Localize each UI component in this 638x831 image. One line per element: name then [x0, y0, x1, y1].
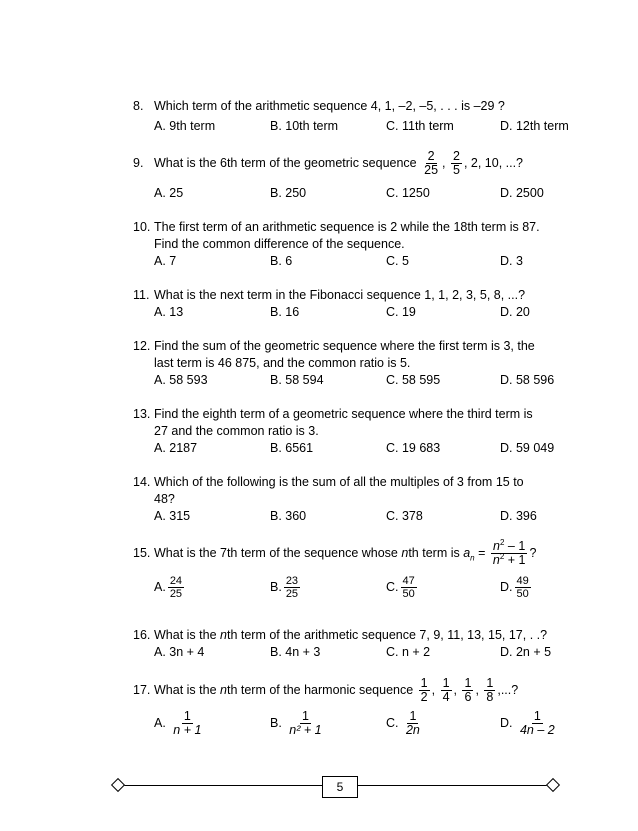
diamond-left-icon — [111, 778, 125, 792]
choice-b: B. 4n + 3 — [270, 645, 321, 659]
question-text: What is the nth term of the harmonic sequence $\frac{1}{2}$ , $\frac{1}{4}$ , $\frac{1}{6}$ , $\frac{1}{8}$ ,...? — [154, 676, 519, 704]
choice-b: B. $\frac{23}{25}$ — [270, 575, 299, 600]
fraction: $\frac{1}{2}$ — [420, 676, 428, 704]
choice-b: B. 58 594 — [270, 373, 324, 387]
choice-d: D. 2500 — [500, 186, 544, 200]
choices — [154, 118, 573, 135]
question-text: Which of the following is the sum of all the multiples of 3 from 15 to 48? — [154, 475, 524, 506]
formula-an: $a_n$ = $\frac{n^2 - 1}{n^2 + 1}$ ? — [463, 537, 537, 567]
choice-b: B. 6561 — [270, 441, 314, 455]
choices — [154, 575, 573, 603]
fraction: $\frac{2}{5}$ — [452, 149, 460, 177]
question-8 — [133, 98, 573, 135]
question-text: Find the eighth term of a geometric sequence where the third term is 27 and the common ratio is 3. — [154, 407, 533, 438]
diamond-right-icon — [546, 778, 560, 792]
choice-b: B. 16 — [270, 305, 300, 319]
choice-b: B. 6 — [270, 254, 293, 268]
question-number: 8. — [133, 99, 144, 113]
choice-c: C. 5 — [386, 254, 409, 268]
choice-c: C. 58 595 — [386, 373, 441, 387]
choice-a: A. 13 — [154, 305, 184, 319]
fraction: $\frac{1}{4}$ — [442, 676, 450, 704]
choice-d: D. 59 049 — [500, 441, 555, 455]
question-15 — [133, 537, 573, 603]
choices — [154, 508, 573, 525]
choices — [154, 253, 573, 270]
question-number: 13. — [133, 407, 151, 421]
choice-a: A. 315 — [154, 509, 191, 523]
choice-a: A. 7 — [154, 254, 177, 268]
choices — [154, 372, 573, 389]
question-number: 14. — [133, 475, 151, 489]
page-number: 5 — [322, 776, 358, 798]
choice-d: D. $\frac{49}{50}$ — [500, 575, 529, 600]
question-16 — [133, 627, 573, 661]
question-11 — [133, 287, 573, 321]
fraction: $\frac{2}{25}$ — [424, 149, 439, 177]
choice-a: A. 9th term — [154, 119, 216, 133]
choices — [154, 710, 573, 740]
choice-a: A. 25 — [154, 186, 184, 200]
question-text: Which term of the arithmetic sequence 4, 1, –2, –5, . . . is –29 ? — [154, 99, 505, 113]
fraction: $\frac{1}{8}$ — [486, 676, 494, 704]
question-text: What is the next term in the Fibonacci sequence 1, 1, 2, 3, 5, 8, ...? — [154, 288, 526, 302]
question-10 — [133, 219, 573, 270]
choice-c: C. 11th term — [386, 119, 454, 133]
question-14 — [133, 474, 573, 525]
choice-d: D. 3 — [500, 254, 523, 268]
choice-d: D. 396 — [500, 509, 537, 523]
fraction: $\frac{n^2 - 1}{n^2 + 1}$ — [492, 537, 526, 567]
question-number: 9. — [133, 156, 144, 170]
choice-c: C. n + 2 — [386, 645, 431, 659]
choice-d: D. 12th term — [500, 119, 569, 133]
choice-d: D. 20 — [500, 305, 530, 319]
question-12 — [133, 338, 573, 389]
question-text: What is the 7th term of the sequence whose nth term is $a_n$ = $\frac{n^2 - 1}{n^2 + 1}$ ? — [154, 537, 537, 567]
choice-c: C. 378 — [386, 509, 423, 523]
choice-b: B. $\frac{1}{\text{n² + 1}}$ — [270, 709, 322, 737]
choice-c: C. $\frac{47}{50}$ — [386, 575, 415, 600]
choice-d: D. 58 596 — [500, 373, 555, 387]
question-text: What is the nth term of the arithmetic sequence 7, 9, 11, 13, 15, 17, . .? — [154, 628, 548, 642]
choices — [154, 644, 573, 661]
question-9 — [133, 150, 573, 202]
choice-b: B. 360 — [270, 509, 307, 523]
choice-c: C. $\frac{1}{2n}$ — [386, 709, 420, 737]
choice-d: D. 2n + 5 — [500, 645, 552, 659]
choices — [154, 440, 573, 457]
question-number: 11. — [133, 288, 150, 302]
question-13 — [133, 406, 573, 457]
question-number: 17. — [133, 683, 151, 697]
choices — [154, 304, 573, 321]
choice-a: A. $\frac{1}{n + 1}$ — [154, 709, 202, 737]
question-text: What is the 6th term of the geometric sequence $\frac{2}{25}$ , $\frac{2}{5}$ , 2, 10, ...? — [154, 149, 524, 177]
choice-c: C. 19 683 — [386, 441, 441, 455]
choice-a: A. $\frac{24}{25}$ — [154, 575, 183, 600]
question-number: 15. — [133, 546, 151, 560]
choice-a: A. 3n + 4 — [154, 645, 205, 659]
question-17 — [133, 677, 573, 740]
question-number: 16. — [133, 628, 151, 642]
choice-b: B. 10th term — [270, 119, 339, 133]
question-number: 12. — [133, 339, 151, 353]
question-text: The first term of an arithmetic sequence is 2 while the 18th term is 87. Find the common difference of the sequence. — [154, 220, 540, 251]
question-text: Find the sum of the geometric sequence where the first term is 3, the last term is 46 875, and the common ratio is 5. — [154, 339, 535, 370]
choice-d: D. $\frac{1}{4n - 2}$ — [500, 709, 555, 737]
choice-a: A. 58 593 — [154, 373, 208, 387]
choice-c: C. 1250 — [386, 186, 430, 200]
choice-c: C. 19 — [386, 305, 416, 319]
choices — [154, 185, 573, 202]
choice-b: B. 250 — [270, 186, 307, 200]
choice-a: A. 2187 — [154, 441, 198, 455]
fraction: $\frac{1}{6}$ — [464, 676, 472, 704]
question-number: 10. — [133, 220, 151, 234]
